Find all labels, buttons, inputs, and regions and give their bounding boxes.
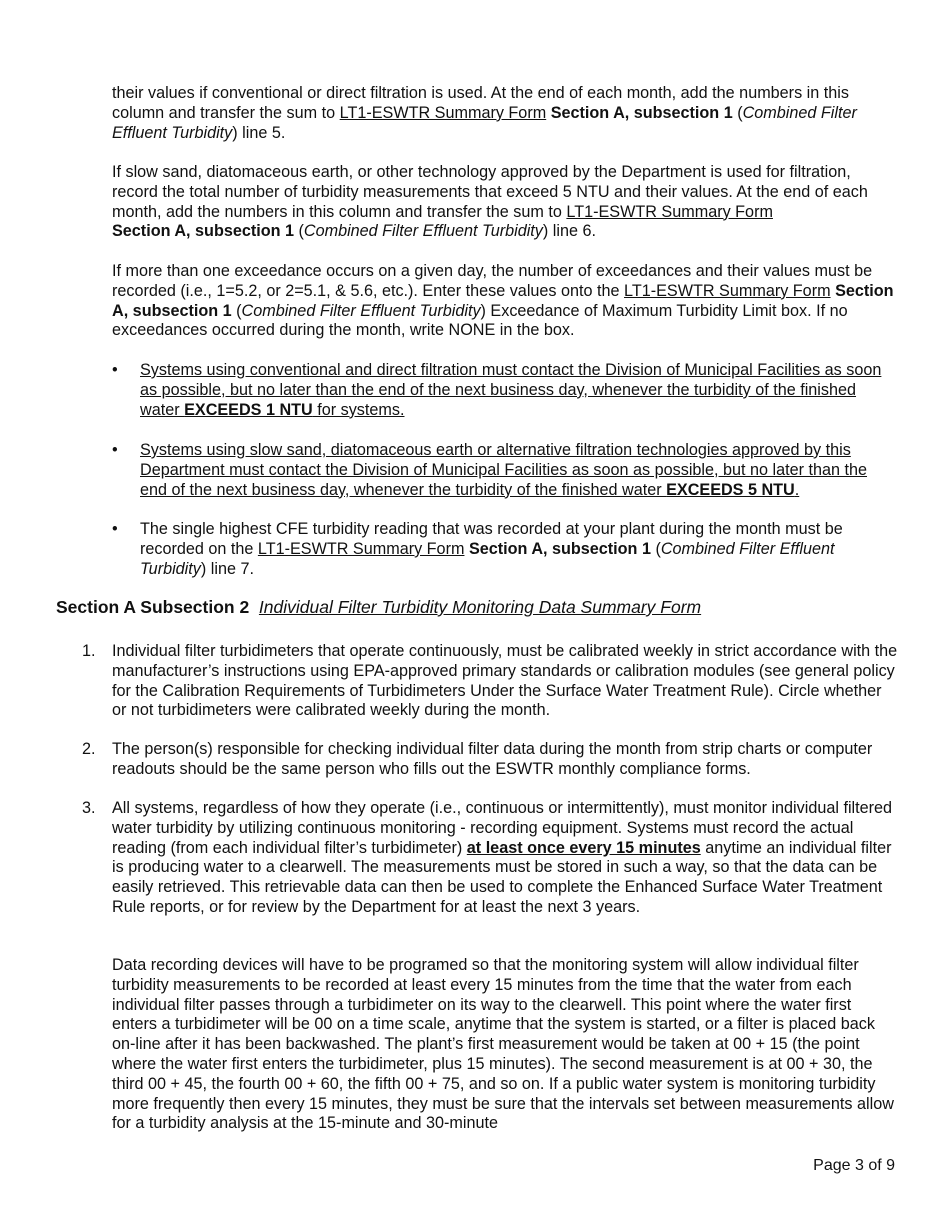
- section-reference: Section A, subsection 1: [464, 539, 651, 558]
- item-text: Individual filter turbidimeters that operate continuously, must be calibrated weekly in strict accordance with the manufacturer’s instructions using EPA-approved primary standards or calibration modules (see general policy for the Calibration Requirements of Turbidimeters Under the Surface Water Treatment Rule). Circle whether or not turbidimeters were calibrated weekly during the month.: [112, 642, 898, 720]
- item-text-part: All systems, regardless of how they operate (i.e., continuous or intermittently), must monitor individual filtered water turbidity by utilizing continuous monitoring - recording equipment. Systems must record the actual reading (from each individual filter’s turbidimeter): [112, 799, 893, 857]
- paragraph-text: If more than one exceedance occurs on a given day, the number of exceedances and their values must be recorded (i.e., 1=5.2, or 2=5.1, & 5.6, etc.). Enter these values onto the: [112, 262, 873, 300]
- italic-term: Combined Filter Effluent Turbidity: [140, 539, 835, 578]
- item-text: [112, 799, 898, 918]
- item-text-part: anytime an individual filter is producing water to a clearwell. The measurements must be stored in such a way, so that the data can be easily retrieved. This retrievable data can then be used to complete the Enhanced Surface Water Treatment Rule reports, or for review by the Department for at least the next 3 years.: [112, 838, 892, 916]
- bullet-emphasis: EXCEEDS 1 NTU: [184, 400, 313, 419]
- paragraph-multiple-exceedances: [112, 262, 898, 341]
- bullet-text: [140, 441, 898, 500]
- section-reference: Section A, subsection 1: [112, 281, 894, 320]
- paragraph-text: If slow sand, diatomaceous earth, or other technology approved by the Department is used for filtration, record the total number of turbidity measurements that exceed 5 NTU and their values. At the end of each month, add the numbers in this column and transfer the sum to: [112, 163, 868, 221]
- paragraph-combined-filter-conventional: [112, 84, 898, 143]
- bullet-icon: •: [112, 361, 118, 379]
- paragraph-text: ) line 5.: [232, 123, 286, 142]
- section-heading-title: Individual Filter Turbidity Monitoring Data Summary Form: [258, 597, 702, 617]
- bullet-text-part: ) line 7.: [200, 559, 254, 578]
- paragraph-text: (: [294, 222, 304, 241]
- paragraph-text: their values if conventional or direct filtration is used. At the end of each month, add the numbers in this column and transfer the sum to: [112, 84, 849, 122]
- bullet-text-part: for systems.: [312, 400, 405, 419]
- bullet-emphasis: EXCEEDS 5 NTU: [666, 480, 795, 499]
- item-number: 2.: [82, 740, 96, 758]
- bullet-text-part: The single highest CFE turbidity reading that was recorded at your plant during the month must be recorded on the: [140, 520, 843, 558]
- bullet-text: [140, 520, 898, 579]
- bullet-text: [140, 361, 898, 420]
- form-reference-link: LT1-ESWTR Summary Form: [339, 103, 547, 122]
- italic-term: Combined Filter Effluent Turbidity: [303, 222, 543, 241]
- form-reference-link: LT1-ESWTR Summary Form: [257, 539, 465, 558]
- section-heading: [56, 598, 906, 618]
- item-text: The person(s) responsible for checking individual filter data during the month from strip charts or computer readouts should be the same person who fills out the ESWTR monthly compliance forms.: [112, 740, 873, 778]
- bullet-text-part: (: [650, 539, 661, 558]
- item-emphasis: at least once every 15 minutes: [466, 838, 701, 857]
- section-heading-label: Section A Subsection 2: [56, 597, 250, 617]
- bullet-icon: •: [112, 441, 118, 459]
- page-number: Page 3 of 9: [813, 1157, 895, 1174]
- paragraph-slow-sand: [112, 163, 898, 242]
- section-reference: Section A, subsection 1: [112, 222, 294, 241]
- item-number: 3.: [82, 799, 96, 817]
- italic-term: Combined Filter Effluent Turbidity: [241, 301, 481, 320]
- item-number: 1.: [82, 642, 96, 660]
- form-reference-link: LT1-ESWTR Summary Form: [624, 281, 831, 300]
- form-reference-link: LT1-ESWTR Summary Form: [566, 202, 773, 221]
- italic-term: Combined Filter Effluent Turbidity: [112, 103, 857, 142]
- section-reference: Section A, subsection 1: [546, 103, 733, 122]
- bullet-icon: •: [112, 520, 118, 538]
- paragraph-text: ) line 6.: [542, 222, 596, 241]
- paragraph-data-recording: Data recording devices will have to be programed so that the monitoring system will allow individual filter turbidity measurements to be recorded at least every 15 minutes from the time that the water from each individual filter passes through a turbidimeter on its way to the clearwell. This point where the water first enters a turbidimeter will be 00 on a time scale, anytime that the system is started, or a filter is placed back on-line after it has been backwashed. The plant’s first measurement would be taken at 00 + 15 (the point where the water first enters the turbidimeter, plus 15 minutes). The second measurement is at 00 + 30, the third 00 + 45, the fourth 00 + 60, the fifth 00 + 75, and so on. If a public water system is monitoring turbidity more frequently then every 15 minutes, they must be sure that the intervals set between measurements allow for a turbidity analysis at the 15-minute and 30-minute: [112, 956, 894, 1133]
- paragraph-text: ) Exceedance of Maximum Turbidity Limit box. If no exceedances occurred during the month, write NONE in the box.: [112, 301, 848, 340]
- paragraph-text: (: [231, 301, 242, 320]
- bullet-text-part: Systems using conventional and direct filtration must contact the Division of Municipal Facilities as soon as possible, but no later than the end of the next business day, whenever the turbidity of the finished water: [140, 361, 882, 419]
- paragraph-text: (: [732, 103, 743, 122]
- bullet-text-part: Systems using slow sand, diatomaceous earth or alternative filtration technologies approved by this Department must contact the Division of Municipal Facilities as soon as possible, but no later than the end of the next business day, whenever the turbidity of the finished water: [140, 441, 868, 499]
- bullet-text-part: .: [794, 480, 800, 499]
